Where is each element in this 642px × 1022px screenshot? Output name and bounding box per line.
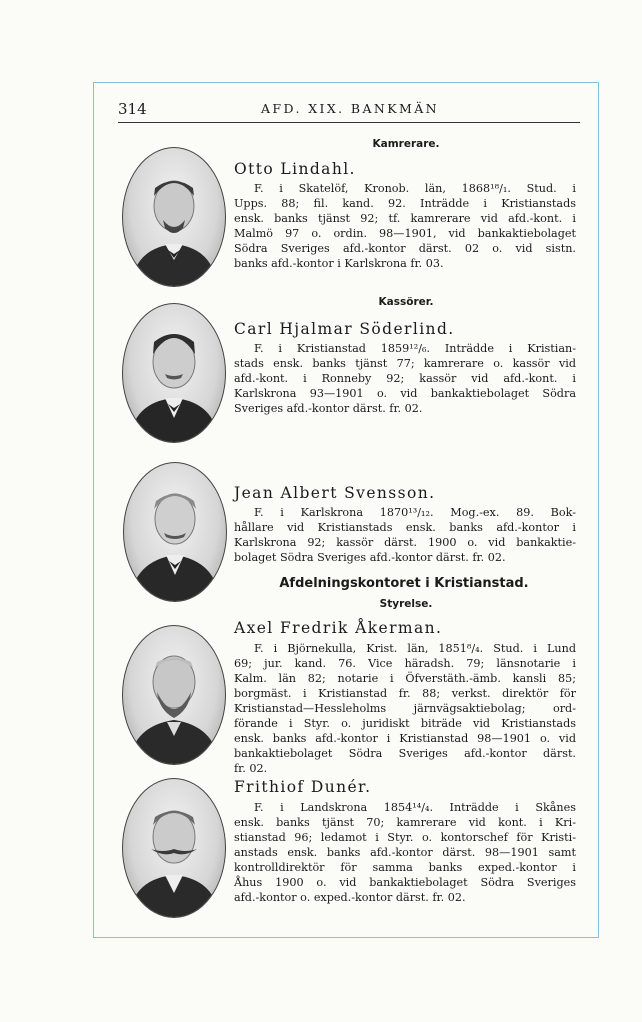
bio-line: anstads ensk. banks afd.-kontor därst. 98—1901 samt	[234, 846, 576, 859]
bio-line: F. i Karlskrona 1870¹³/₁₂. Mog.-ex. 89. Bok-	[254, 506, 576, 519]
bio-line: Karlskrona 93—1901 o. vid bankaktiebolaget Södra	[234, 387, 576, 400]
bio-line: ensk. banks tjänst 70; kamrerare vid kont. i Kri-	[234, 816, 576, 829]
bio-line: Kristianstad—Hessleholms järnvägsaktiebolag; ord-	[234, 702, 576, 715]
running-title: AFD. XIX. BANKMÄN	[261, 101, 439, 116]
person-name: Frithiof Dunér.	[234, 778, 372, 796]
section-heading-kamrerare: Kamrerare.	[372, 138, 440, 150]
section-heading-kristianstad: Afdelningskontoret i Kristianstad.	[279, 576, 529, 591]
person-name: Carl Hjalmar Söderlind.	[234, 320, 455, 338]
page-number: 314	[118, 100, 147, 118]
bio-line: 69; jur. kand. 76. Vice häradsh. 79; länsnotarie i	[234, 657, 576, 670]
bio-line: Sveriges afd.-kontor därst. fr. 02.	[234, 402, 423, 415]
bio-line: F. i Björnekulla, Krist. län, 1851⁸/₄. Stud. i Lund	[254, 642, 576, 655]
bio-line: afd.-kontor o. exped.-kontor därst. fr. 02.	[234, 891, 466, 904]
bio-line: ensk. banks afd.-kontor i Kristianstad 98—1901 o. vid	[234, 732, 576, 745]
bio-line: kontrolldirektör för samma banks exped.-kontor i	[234, 861, 576, 874]
bio-line: bolaget Södra Sveriges afd.-kontor därst. fr. 02.	[234, 551, 506, 564]
person-name: Jean Albert Svensson.	[234, 484, 436, 502]
section-heading-styrelse: Styrelse.	[379, 598, 433, 610]
bio-line: förande i Styr. o. juridiskt biträde vid Kristianstads	[234, 717, 576, 730]
bio-line: borgmäst. i Kristianstad fr. 88; verkst. direktör för	[234, 687, 576, 700]
bio-line: Karlskrona 92; kassör därst. 1900 o. vid bankaktie-	[234, 536, 576, 549]
bio-line: ensk. banks tjänst 92; tf. kamrerare vid afd.-kont. i	[234, 212, 576, 225]
biography-text	[234, 641, 576, 776]
biography-text	[234, 341, 576, 416]
bio-line: Åhus 1900 o. vid bankaktiebolaget Södra Sveriges	[234, 876, 576, 889]
bio-line: fr. 02.	[234, 762, 268, 775]
bio-line: Malmö 97 o. ordin. 98—1901, vid bankaktiebolaget	[234, 227, 576, 240]
biography-text	[234, 505, 576, 565]
bio-line: F. i Landskrona 1854¹⁴/₄. Inträdde i Skånes	[254, 801, 576, 814]
portrait-photo	[122, 778, 226, 918]
bio-line: bankaktiebolaget Södra Sveriges afd.-kontor därst.	[234, 747, 576, 760]
bio-line: hållare vid Kristianstads ensk. banks afd.-kontor i	[234, 521, 576, 534]
bio-line: Södra Sveriges afd.-kontor därst. 02 o. vid sistn.	[234, 242, 576, 255]
bio-line: afd.-kont. i Ronneby 92; kassör vid afd.-kont. i	[234, 372, 576, 385]
bio-line: stianstad 96; ledamot i Styr. o. kontorschef för Kristi-	[234, 831, 576, 844]
person-name: Otto Lindahl.	[234, 160, 356, 178]
biography-text	[234, 181, 576, 271]
bio-line: stads ensk. banks tjänst 77; kamrerare o. kassör vid	[234, 357, 576, 370]
bio-line: F. i Kristianstad 1859¹²/₆. Inträdde i Kristian-	[254, 342, 576, 355]
portrait-photo	[122, 625, 226, 765]
portrait-photo	[122, 147, 226, 287]
bio-line: Kalm. län 82; notarie i Öfverstäth.-ämb. kansli 85;	[234, 672, 576, 685]
section-heading-kassorer: Kassörer.	[378, 296, 434, 308]
biography-text	[234, 800, 576, 905]
portrait-photo	[123, 462, 227, 602]
bio-line: F. i Skatelöf, Kronob. län, 1868¹⁸/₁. Stud. i	[254, 182, 576, 195]
page-header	[118, 100, 580, 123]
bio-line: Upps. 88; fil. kand. 92. Inträdde i Kristianstads	[234, 197, 576, 210]
person-name: Axel Fredrik Åkerman.	[234, 619, 443, 637]
bio-line: banks afd.-kontor i Karlskrona fr. 03.	[234, 257, 444, 270]
portrait-photo	[122, 303, 226, 443]
